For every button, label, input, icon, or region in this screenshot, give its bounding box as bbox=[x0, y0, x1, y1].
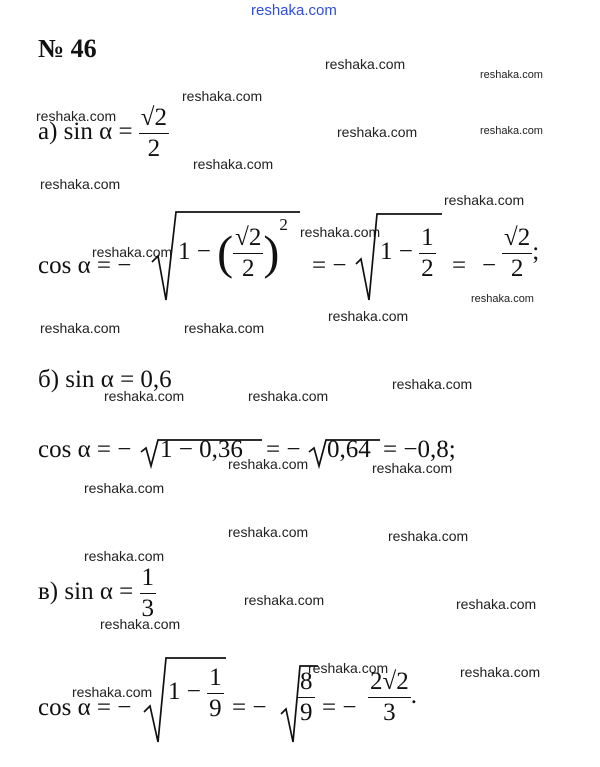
watermark: reshaka.com bbox=[372, 460, 453, 476]
fraction-numerator: 8 bbox=[300, 668, 313, 695]
fraction-numerator: √2 bbox=[504, 224, 531, 251]
right-paren: ) bbox=[263, 226, 280, 280]
watermark: reshaka.com bbox=[182, 88, 263, 104]
fraction-bar bbox=[207, 693, 224, 694]
watermark: reshaka.com bbox=[228, 524, 309, 540]
part-a-equals: = bbox=[452, 252, 467, 279]
watermark: reshaka.com bbox=[193, 156, 274, 172]
watermark: reshaka.com bbox=[244, 592, 325, 608]
fraction-bar bbox=[368, 697, 411, 698]
fraction-denominator: 2 bbox=[510, 255, 524, 282]
fraction-denominator: 2 bbox=[147, 135, 161, 162]
watermark: reshaka.com bbox=[460, 664, 541, 680]
fraction-denominator: 3 bbox=[383, 699, 396, 726]
watermark: reshaka.com bbox=[84, 480, 165, 496]
part-c-eq-minus-2: = − bbox=[322, 694, 357, 721]
part-b-sin-line bbox=[38, 366, 172, 394]
part-b-eq-minus: = − bbox=[266, 436, 301, 463]
fraction-bar bbox=[502, 253, 532, 254]
fraction-denominator: 3 bbox=[141, 595, 155, 622]
watermark: reshaka.com bbox=[456, 596, 537, 612]
watermark-top[interactable]: reshaka.com bbox=[251, 2, 337, 19]
part-b-cos-lhs: cos α = − bbox=[38, 436, 132, 463]
watermark: reshaka.com bbox=[228, 456, 309, 472]
fraction-denominator: 9 bbox=[209, 695, 222, 722]
watermark: reshaka.com bbox=[392, 376, 473, 392]
part-a-sin-lhs: sin α = bbox=[63, 118, 133, 146]
watermark: reshaka.com bbox=[444, 192, 525, 208]
part-b-result: = −0,8; bbox=[383, 436, 456, 463]
part-c-sin-lhs: sin α = bbox=[64, 578, 134, 606]
fraction-denominator: 2 bbox=[421, 255, 434, 282]
watermark: reshaka.com bbox=[248, 388, 329, 404]
part-c-sin-fraction bbox=[140, 564, 157, 623]
fraction-numerator: 1 bbox=[141, 564, 155, 591]
fraction-numerator: 1 bbox=[421, 224, 434, 251]
part-a-radicand-2 bbox=[380, 224, 436, 283]
fraction-numerator: 2√2 bbox=[370, 668, 409, 695]
part-c-radicand-1 bbox=[168, 664, 224, 723]
period: . bbox=[410, 682, 417, 710]
watermark: reshaka.com bbox=[84, 548, 165, 564]
part-c-result bbox=[368, 668, 417, 727]
watermark: reshaka.com bbox=[325, 56, 406, 72]
watermark: reshaka.com bbox=[328, 308, 409, 324]
watermark: reshaka.com bbox=[388, 528, 469, 544]
fraction-bar bbox=[233, 253, 263, 254]
part-c-cos-lhs: cos α = − bbox=[38, 694, 132, 721]
fraction-denominator: 9 bbox=[300, 699, 313, 726]
part-a-inner-fraction bbox=[233, 224, 263, 283]
watermark: reshaka.com bbox=[471, 293, 534, 305]
exponent: 2 bbox=[279, 214, 288, 234]
fraction-numerator: √2 bbox=[235, 224, 262, 251]
part-b-radicand-1: 1 − 0,36 bbox=[160, 436, 243, 463]
fraction-numerator: √2 bbox=[140, 104, 168, 131]
fraction-bar bbox=[419, 253, 436, 254]
part-a-cos-lhs: cos α = − bbox=[38, 252, 132, 279]
watermark: reshaka.com bbox=[92, 244, 173, 260]
part-a-one-minus: 1 − bbox=[178, 238, 211, 266]
part-c-eq-minus: = − bbox=[232, 694, 267, 721]
watermark: reshaka.com bbox=[36, 108, 117, 124]
watermark: reshaka.com bbox=[104, 388, 185, 404]
part-c-sin-line bbox=[38, 564, 156, 623]
part-b-sin-eq: sin α = 0,6 bbox=[65, 366, 172, 393]
watermark: reshaka.com bbox=[480, 69, 543, 81]
part-c-ninth-fraction bbox=[207, 664, 224, 723]
fraction-numerator: 1 bbox=[209, 664, 222, 691]
part-c-eight-ninths bbox=[298, 668, 315, 727]
part-b-label: б) bbox=[38, 366, 60, 393]
part-b-radicand-2: 0,64 bbox=[327, 436, 371, 463]
part-a-result-fraction bbox=[502, 224, 532, 283]
fraction-denominator: 2 bbox=[241, 255, 255, 282]
part-a-one-minus-2: 1 − bbox=[380, 238, 413, 266]
watermark: reshaka.com bbox=[40, 320, 121, 336]
part-c-result-fraction bbox=[368, 668, 411, 727]
part-c-label: в) bbox=[38, 578, 59, 606]
part-a-half-fraction bbox=[419, 224, 436, 283]
part-a-result bbox=[502, 224, 539, 283]
watermark: reshaka.com bbox=[337, 124, 418, 140]
fraction-bar bbox=[140, 593, 157, 594]
watermark: reshaka.com bbox=[184, 320, 265, 336]
part-a-minus: − bbox=[482, 252, 497, 279]
part-c-one-minus: 1 − bbox=[168, 678, 201, 706]
left-paren: ( bbox=[217, 226, 234, 280]
watermark: reshaka.com bbox=[100, 616, 181, 632]
watermark: reshaka.com bbox=[72, 684, 153, 700]
part-a-radicand bbox=[178, 214, 288, 283]
watermark: reshaka.com bbox=[480, 125, 543, 137]
watermark: reshaka.com bbox=[308, 660, 389, 676]
watermark: reshaka.com bbox=[300, 224, 381, 240]
task-number: № 46 bbox=[38, 34, 97, 63]
watermark: reshaka.com bbox=[40, 176, 121, 192]
semicolon: ; bbox=[532, 238, 540, 266]
part-a-label: а) bbox=[38, 118, 58, 146]
fraction-bar bbox=[298, 697, 315, 698]
part-a-eq-minus: = − bbox=[312, 252, 347, 279]
part-c-radicand-2 bbox=[298, 668, 315, 727]
